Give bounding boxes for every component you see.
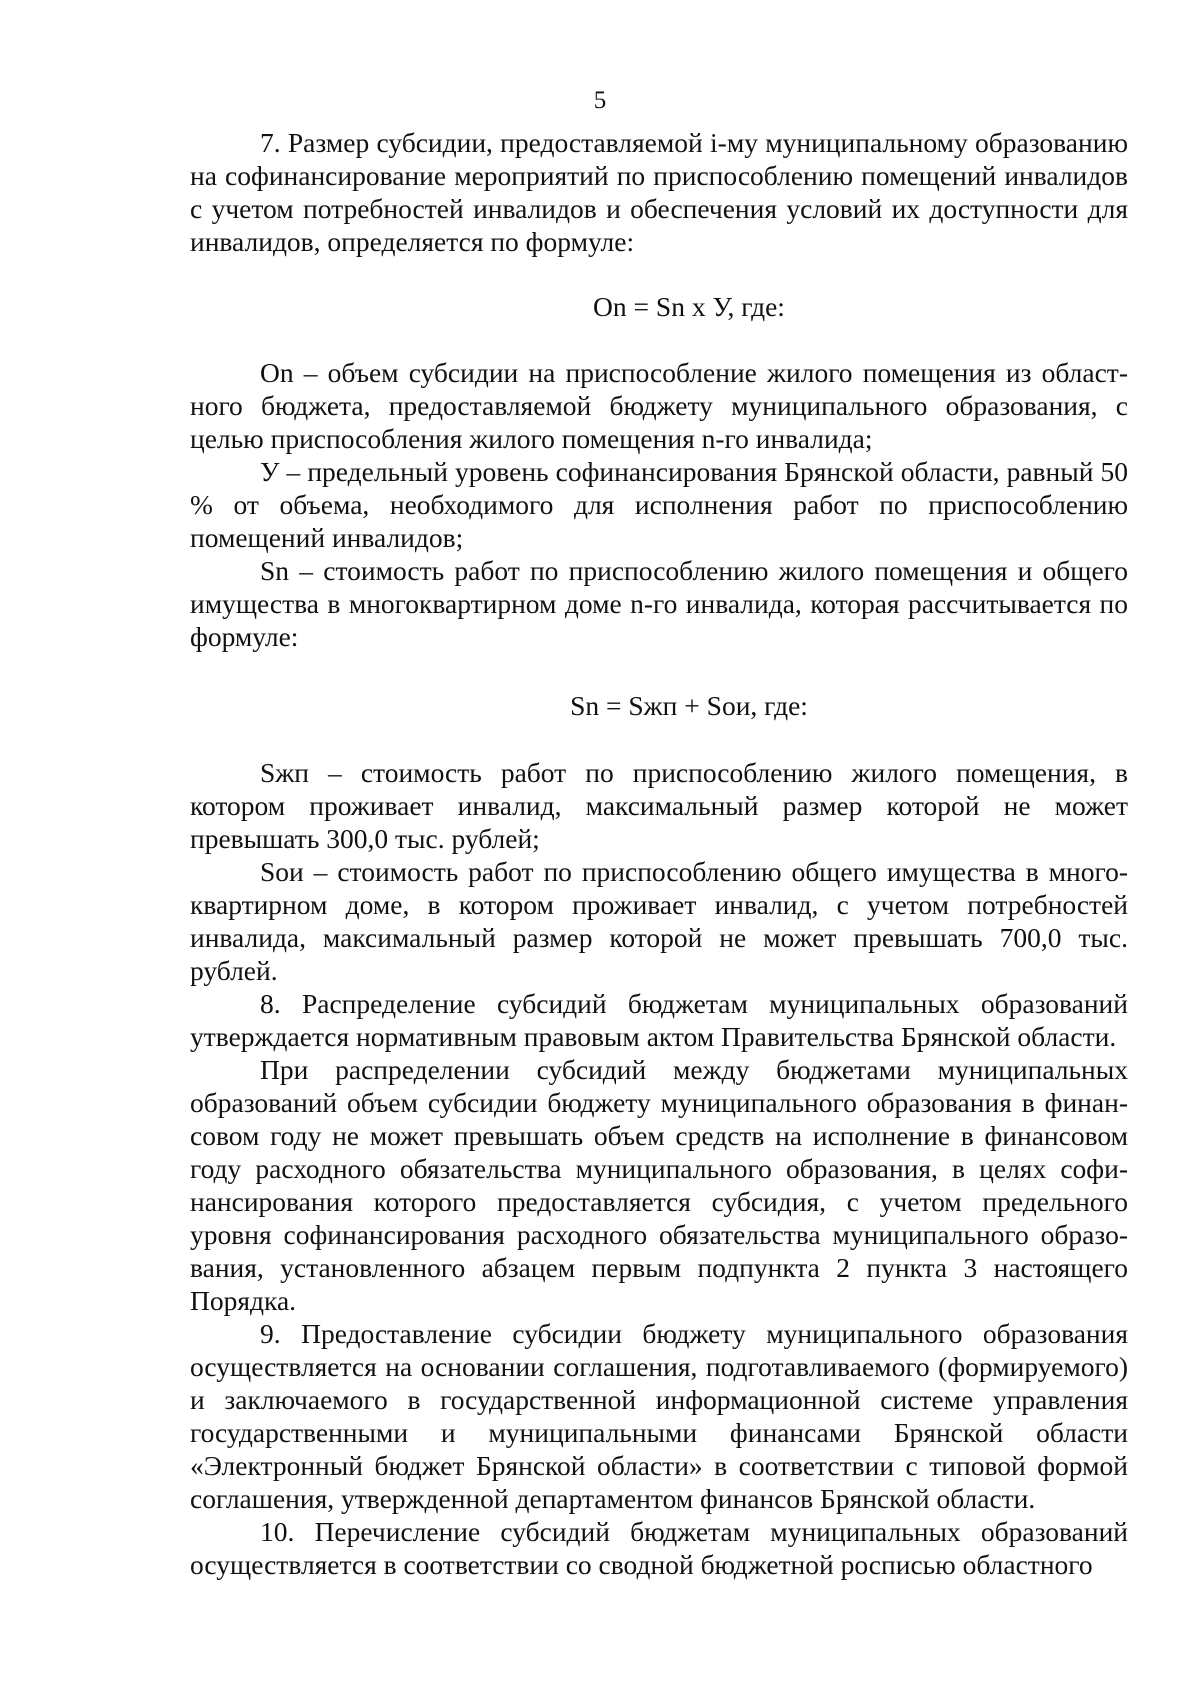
paragraph-8-continued: При распределении субсидий между бюджетами муниципальных образований объем субсидии бюджету муниципального образования в финансовом году не может превышать объем средств на исполнение в финансовом году расходного обязательства муниципального образования, в целях софинансирования которого предоставляется субсидия, с учетом предельного уровня софинансирования расходного обязательства муниципального образования, установленного абзацем первым подпункта 2 пункта 3 настоящего Порядка. <box>190 1054 1128 1316</box>
formula-sn: Sn = Sжп + Soи, где: <box>570 690 808 721</box>
definition-szhp: Sжп – стоимость работ по приспособлению жилого помещения, в котором проживает инвалид, максимальный размер которой не может превышать 300,0 тыс. рублей; <box>190 757 1128 854</box>
definition-u: У – предельный уровень софинансирования Брянской области, равный 50 % от объема, необходимого для исполнения работ по приспособлению помещений инвалидов; <box>190 456 1128 553</box>
paragraph-7: 7. Размер субсидии, предоставляемой i-му муниципальному образованию на софинансирование мероприятий по приспособлению помещений инвалидов с учетом потребностей инвалидов и обеспечения условий их доступности для инвалидов, определяется по формуле: <box>190 127 1128 257</box>
paragraph-8: 8. Распределение субсидий бюджетам муниципальных образований утверждается нормативным правовым актом Правительства Брянской области. <box>190 988 1128 1052</box>
document-body <box>190 126 1128 1581</box>
definition-sn: Sn – стоимость работ по приспособлению жилого помещения и общего имущества в многоквартирном доме n-го инвалида, которая рассчитывается по формуле: <box>190 555 1128 652</box>
definition-soi: Soи – стоимость работ по приспособлению общего имущества в многоквартирном доме, в котором проживает инвалид, с учетом потребностей инвалида, максимальный размер которой не может превышать 700,0 тыс. рублей. <box>190 856 1128 986</box>
page-number: 5 <box>593 87 607 114</box>
definition-on: On – объем субсидии на приспособление жилого помещения из областного бюджета, предоставляемой бюджету муниципального образования, с целью приспособления жилого помещения n-го инвалида; <box>190 357 1128 454</box>
paragraph-9: 9. Предоставление субсидии бюджету муниципального образования осуществляется на основании соглашения, подготавливаемого (формируемого) и заключаемого в государственной информационной системе управления государственными и муниципальными финансами Брянской области «Электронный бюджет Брянской области» в соответствии с типовой формой соглашения, утвержденной департаментом финансов Брянской области. <box>190 1318 1128 1514</box>
formula-on: On = Sn x У, где: <box>593 291 785 322</box>
paragraph-10: 10. Перечисление субсидий бюджетам муниципальных образований осуществляется в соответствии со сводной бюджетной росписью областного <box>190 1516 1128 1580</box>
